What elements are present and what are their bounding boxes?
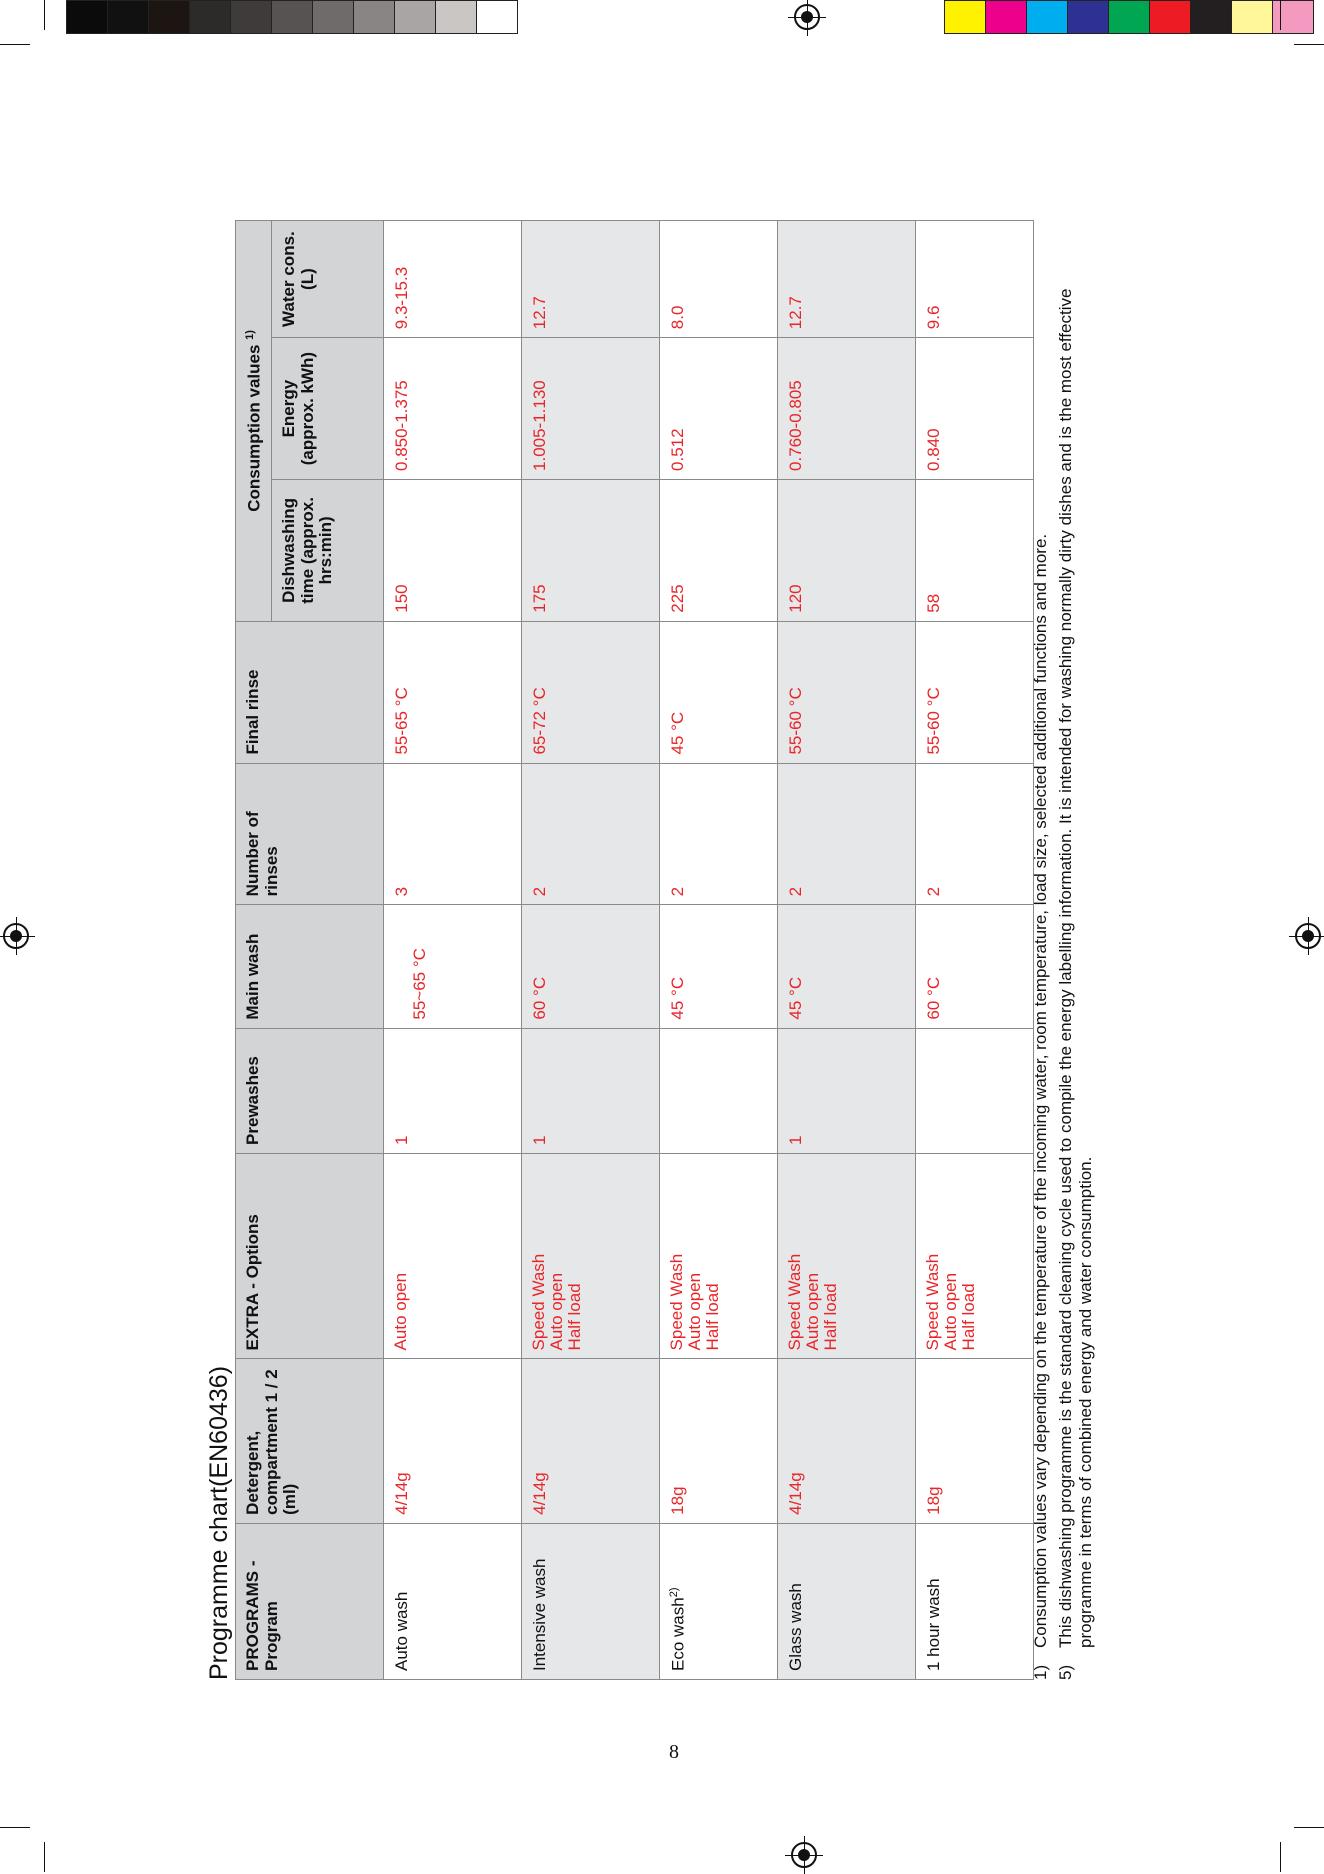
- prewashes-value: 1: [384, 1028, 522, 1153]
- program-name: [384, 1523, 522, 1679]
- final-rinse-value: 55-60 °C: [778, 621, 916, 763]
- color-swatch: [1190, 0, 1232, 34]
- crop-mark: [44, 0, 45, 30]
- gray-swatch: [312, 0, 354, 34]
- rotated-page-content: [205, 231, 1135, 1705]
- color-calibration-strip: [944, 0, 1313, 34]
- table-row-auto-wash: [384, 221, 522, 1680]
- water-value: 12.7: [522, 221, 660, 338]
- header-extra: EXTRA - Options: [236, 1153, 384, 1358]
- time-value: 225: [660, 479, 778, 621]
- programme-table: [235, 220, 1034, 1680]
- time-value: 120: [778, 479, 916, 621]
- rinses-value: 3: [384, 763, 522, 905]
- header-final-rinse: Final rinse: [236, 621, 384, 763]
- extra-options: [916, 1153, 1034, 1358]
- footnotes: [1031, 240, 1101, 1680]
- footnote-ref: 1): [244, 330, 256, 340]
- header-consumption-values: [236, 221, 272, 622]
- extra-option: Speed Wash: [667, 1253, 686, 1351]
- program-label: 1 hour wash: [924, 1578, 943, 1671]
- gray-swatch: [107, 0, 149, 34]
- footnote-text: Consumption values vary depending on the temperature of the incoming water, room temperature, load size, selected additional functions and more.: [1031, 533, 1050, 1648]
- program-name: [916, 1523, 1034, 1679]
- header-programs: PROGRAMS - Program: [236, 1523, 384, 1679]
- gray-swatch: [353, 0, 395, 34]
- rinses-value: 2: [778, 763, 916, 905]
- water-value: 9.3-15.3: [384, 221, 522, 338]
- gray-swatch: [435, 0, 477, 34]
- gray-swatch: [230, 0, 272, 34]
- extra-option: Auto open: [802, 1272, 822, 1351]
- header-time: Dishwashing time (approx. hrs:min): [272, 479, 384, 621]
- page-title: Programme chart(EN60436): [205, 1365, 233, 1680]
- gray-swatch: [476, 0, 518, 34]
- color-swatch: [1108, 0, 1150, 34]
- table-row-eco-wash: [660, 221, 778, 1680]
- program-label: Glass wash: [786, 1583, 805, 1671]
- registration-mark-icon: [791, 1842, 817, 1868]
- color-swatch: [1149, 0, 1191, 34]
- color-swatch: [944, 0, 986, 34]
- main-wash-value: 45 °C: [778, 905, 916, 1028]
- time-value: 150: [384, 479, 522, 621]
- extra-option: Half load: [820, 1283, 840, 1351]
- detergent-value: 4/14g: [522, 1359, 660, 1523]
- program-name: [522, 1523, 660, 1679]
- header-detergent: Detergent, compartment 1 / 2 (ml): [236, 1359, 384, 1523]
- extra-option: Half load: [564, 1283, 584, 1351]
- extra-option: Half load: [702, 1283, 722, 1351]
- header-rinses: Number of rinses: [236, 763, 384, 905]
- header-water: Water cons. (L): [272, 221, 384, 338]
- prewashes-value: 1: [778, 1028, 916, 1153]
- gray-swatch: [148, 0, 190, 34]
- rinses-value: 2: [916, 763, 1034, 905]
- gray-swatch: [394, 0, 436, 34]
- time-value: 175: [522, 479, 660, 621]
- rinses-value: 2: [660, 763, 778, 905]
- final-rinse-value: 65-72 °C: [522, 621, 660, 763]
- footnote-text: This dishwashing programme is the standard cleaning cycle used to compile the energy labelling information. It is intended for washing normally dirty dishes and is the most effective programme in terms of combined energy and water consumption.: [1056, 288, 1096, 1648]
- final-rinse-value: 55-65 °C: [384, 621, 522, 763]
- main-wash-value: 60 °C: [916, 905, 1034, 1028]
- main-wash-value: 60 °C: [522, 905, 660, 1028]
- time-value: 58: [916, 479, 1034, 621]
- crop-mark: [1280, 1842, 1281, 1872]
- crop-mark: [0, 1827, 30, 1828]
- detergent-value: 18g: [660, 1359, 778, 1523]
- registration-mark-icon: [3, 923, 29, 949]
- footnote: [1031, 240, 1051, 1680]
- gray-swatch: [189, 0, 231, 34]
- prewashes-value: [916, 1028, 1034, 1153]
- main-wash-value: 55~65 °C: [384, 905, 522, 1028]
- footnote: [1056, 240, 1096, 1680]
- extra-options: [660, 1153, 778, 1358]
- table-row-glass-wash: [778, 221, 916, 1680]
- prewashes-value: [660, 1028, 778, 1153]
- prewashes-value: 1: [522, 1028, 660, 1153]
- gray-swatch: [66, 0, 108, 34]
- water-value: 9.6: [916, 221, 1034, 338]
- energy-value: 0.850-1.375: [384, 338, 522, 480]
- energy-value: 1.005-1.130: [522, 338, 660, 480]
- color-swatch: [1067, 0, 1109, 34]
- program-label: Auto wash: [392, 1591, 411, 1671]
- gray-calibration-strip: [66, 0, 517, 34]
- energy-value: 0.840: [916, 338, 1034, 480]
- extra-option: Speed Wash: [529, 1253, 548, 1351]
- water-value: 12.7: [778, 221, 916, 338]
- extra-option: Auto open: [684, 1272, 704, 1351]
- extra-options: [384, 1153, 522, 1358]
- color-swatch: [1231, 0, 1273, 34]
- color-swatch: [985, 0, 1027, 34]
- detergent-value: 4/14g: [384, 1359, 522, 1523]
- footnote-number: 1): [1031, 1664, 1050, 1680]
- header-prewashes: Prewashes: [236, 1028, 384, 1153]
- color-swatch: [1272, 0, 1314, 34]
- extra-option: Half load: [958, 1283, 978, 1351]
- extra-options: [778, 1153, 916, 1358]
- page-number: 8: [669, 1741, 679, 1763]
- gray-swatch: [271, 0, 313, 34]
- program-name: [778, 1523, 916, 1679]
- detergent-value: 18g: [916, 1359, 1034, 1523]
- crop-mark: [1294, 1827, 1324, 1828]
- header-main-wash: Main wash: [236, 905, 384, 1028]
- rinses-value: 2: [522, 763, 660, 905]
- crop-mark: [0, 44, 30, 45]
- header-energy: Energy (approx. kWh): [272, 338, 384, 480]
- program-label: Intensive wash: [530, 1558, 549, 1671]
- table-row-1-hour-wash: [916, 221, 1034, 1680]
- energy-value: 0.512: [660, 338, 778, 480]
- main-wash-value: 45 °C: [660, 905, 778, 1028]
- crop-mark: [44, 1842, 45, 1872]
- header-consumption-label: Consumption values: [244, 344, 264, 512]
- extra-options: [522, 1153, 660, 1358]
- extra-option: Speed Wash: [785, 1253, 804, 1351]
- registration-mark-icon: [794, 4, 820, 30]
- final-rinse-value: 55-60 °C: [916, 621, 1034, 763]
- registration-mark-icon: [1295, 923, 1321, 949]
- water-value: 8.0: [660, 221, 778, 338]
- energy-value: 0.760-0.805: [778, 338, 916, 480]
- program-name: [660, 1523, 778, 1679]
- detergent-value: 4/14g: [778, 1359, 916, 1523]
- extra-option: Speed Wash: [923, 1253, 942, 1351]
- crop-mark: [1294, 44, 1324, 45]
- final-rinse-value: 45 °C: [660, 621, 778, 763]
- crop-mark: [1280, 0, 1281, 30]
- table-row-intensive-wash: [522, 221, 660, 1680]
- extra-option: Auto open: [940, 1272, 960, 1351]
- color-swatch: [1026, 0, 1068, 34]
- footnote-ref: 2): [668, 1587, 680, 1598]
- footnote-number: 5): [1056, 1664, 1076, 1680]
- program-label: Eco wash: [668, 1597, 688, 1671]
- extra-option: Auto open: [391, 1272, 410, 1351]
- extra-option: Auto open: [546, 1272, 566, 1351]
